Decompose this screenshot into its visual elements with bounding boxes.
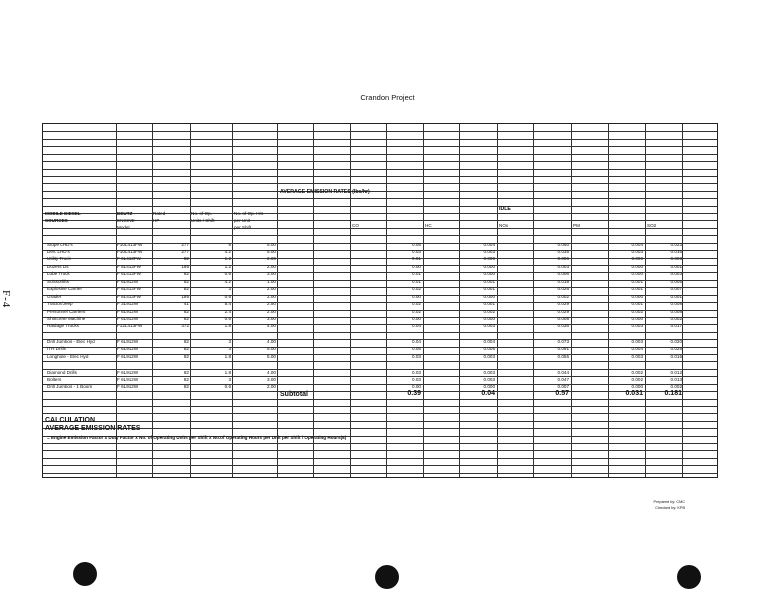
nox-value: 0.026 — [557, 286, 569, 292]
hours-per-shift: 2.50 — [267, 301, 276, 307]
nox-value: 0.007 — [557, 384, 569, 390]
rated-hp: 82 — [183, 316, 189, 321]
hours-per-shift: 4.00 — [267, 339, 276, 344]
nox-value: 0.003 — [557, 263, 569, 269]
so2-value: 0.020 — [670, 339, 682, 344]
hc-value: 0.003 — [483, 376, 495, 382]
source-name: Grader — [47, 293, 62, 299]
hours-per-shift: 3.00 — [267, 316, 276, 321]
engine-model: F 6L912W — [117, 376, 139, 382]
co-value: 0.03 — [412, 369, 421, 375]
hc-value: 0.001 — [483, 278, 495, 284]
units-per-shift: 3 — [228, 339, 231, 344]
nox-value: 0.018 — [557, 278, 569, 284]
engine-model: F12L413FW — [117, 323, 143, 329]
grid-vline — [682, 124, 683, 477]
engine-model: F 6L912W — [117, 353, 139, 359]
col-header-hc: HC — [425, 223, 432, 228]
rated-hp: 82 — [183, 308, 189, 314]
hours-per-shift: 5.00 — [267, 248, 276, 254]
rated-hp: 41 — [183, 301, 189, 307]
so2-value: 0.025 — [670, 346, 682, 352]
hc-value: 0.000 — [483, 263, 495, 269]
rated-hp: 277 — [181, 248, 189, 254]
rated-hp: 82 — [183, 339, 189, 344]
nox-value: 0.035 — [557, 248, 569, 254]
source-name: Lube Truck — [47, 271, 70, 277]
grid-vline — [232, 124, 233, 477]
rated-hp: 185 — [181, 293, 189, 299]
units-per-shift: 5.4 — [224, 301, 231, 307]
col-header-source: SOURCES — [45, 218, 68, 223]
hours-per-shift: 4.00 — [267, 369, 276, 375]
rated-hp: 185 — [181, 263, 189, 269]
so2-value: 0.015 — [670, 353, 682, 359]
co-value: 0.00 — [412, 316, 421, 321]
hc-value: 0.000 — [483, 256, 495, 262]
page-label: F-4 — [0, 290, 12, 309]
subtotal-so2: 0.181 — [664, 390, 682, 397]
hc-value: 0.005 — [483, 346, 495, 352]
engine-model: F 6L912W — [117, 316, 139, 321]
pm-value: 0.000 — [631, 271, 643, 277]
grid-hline — [43, 198, 717, 199]
co-value: 0.02 — [412, 286, 421, 292]
co-value: 0.01 — [412, 271, 421, 277]
engine-model: F10L413FW — [117, 248, 143, 254]
pm-value: 0.002 — [631, 376, 643, 382]
grid-hline — [43, 235, 717, 236]
hc-value: 0.001 — [483, 301, 495, 307]
co-value: 0.05 — [412, 241, 421, 247]
hc-value: 0.004 — [483, 339, 495, 344]
so2-value: 0.008 — [670, 301, 682, 307]
grid-hline — [43, 421, 717, 422]
subtotal-nox: 0.57 — [555, 390, 569, 397]
units-per-shift: 1.2 — [224, 256, 231, 262]
hours-per-shift: 2.00 — [267, 286, 276, 292]
engine-model: F 6L912W — [117, 369, 139, 375]
source-name: Scissorlifts — [47, 278, 69, 284]
grid-hline — [43, 161, 717, 162]
source-name: Haulage Trucks — [47, 323, 79, 329]
units-per-shift: 3 — [228, 376, 231, 382]
engine-model: F 3L912W — [117, 301, 139, 307]
grid-vline — [313, 124, 314, 477]
hours-per-shift: 2.00 — [267, 263, 276, 269]
co-value: 0.03 — [412, 248, 421, 254]
units-per-shift: 0.6 — [224, 293, 231, 299]
hours-per-shift: 3.00 — [267, 376, 276, 382]
nox-value: 0.036 — [557, 323, 569, 329]
so2-value: 0.008 — [670, 308, 682, 314]
hc-value: 0.000 — [483, 293, 495, 299]
subtotal-co: 0.39 — [407, 390, 421, 397]
idle-header: IDLE — [499, 206, 511, 212]
subtotal-label: Subtotal — [280, 391, 308, 398]
so2-value: 0.023 — [670, 241, 682, 247]
co-value: 0.02 — [412, 301, 421, 307]
col-header-hours: per Shift — [234, 225, 252, 230]
engine-model: F 6L912W — [117, 339, 139, 344]
grid-hline — [43, 332, 717, 333]
engine-model: F 6L413FW — [117, 271, 141, 277]
col-header-engine: Model — [117, 225, 130, 230]
col-header-units: No. of Op. — [191, 211, 212, 216]
source-name: Bolters — [47, 376, 62, 382]
hours-per-shift: 2.00 — [267, 293, 276, 299]
col-header-pm: PM — [573, 223, 580, 228]
punch-hole-left — [73, 562, 97, 586]
co-value: 0.03 — [412, 353, 421, 359]
rated-hp: 82 — [183, 278, 189, 284]
units-per-shift: 1.2 — [224, 263, 231, 269]
hc-value: 0.001 — [483, 286, 495, 292]
co-value: 0.01 — [412, 278, 421, 284]
nox-value: 0.073 — [557, 339, 569, 344]
units-per-shift: 4.2 — [224, 278, 231, 284]
grid-hline — [43, 450, 717, 451]
grid-hline — [43, 183, 717, 184]
pm-value: 0.000 — [631, 293, 643, 299]
engine-model: F10L413FW — [117, 241, 143, 247]
source-name: Longhole - Elec Hyd — [47, 353, 89, 359]
col-header-so2: SO2 — [647, 223, 657, 228]
nox-value: 0.006 — [557, 256, 569, 262]
pm-value: 0.000 — [631, 316, 643, 321]
calculation-formula: = Engine Emission Factor x Duty Factor x No. of Operating Units per Shift x No.of Operating Hours per Unit per Shift / Operating Hours(8) — [47, 435, 347, 440]
co-value: 0.04 — [412, 339, 421, 344]
units-per-shift: 0.6 — [224, 384, 231, 390]
grid-hline — [43, 361, 717, 362]
so2-value: 0.002 — [670, 384, 682, 390]
hc-value: 0.002 — [483, 308, 495, 314]
hc-value: 0.004 — [483, 241, 495, 247]
grid-hline — [43, 146, 717, 147]
rated-hp: 82 — [183, 384, 189, 390]
calculation-subtitle: AVERAGE EMISSION RATES — [45, 425, 141, 432]
col-header-units: Units / Shift — [191, 218, 215, 223]
source-name: Dev. LHD's — [47, 248, 70, 254]
grid-vline — [277, 124, 278, 477]
source-name: Personnel Carriers — [47, 308, 86, 314]
hc-value: 0.003 — [483, 323, 495, 329]
source-name: Tractor/Jeep — [47, 301, 73, 307]
hc-value: 0.003 — [483, 248, 495, 254]
col-header-engine: ENGINE — [117, 218, 135, 223]
source-name: Shotcrete Machine — [47, 316, 86, 321]
units-per-shift: 2.4 — [224, 308, 231, 314]
pm-value: 0.003 — [631, 353, 643, 359]
so2-value: 0.017 — [670, 323, 682, 329]
grid-hline — [43, 139, 717, 140]
nox-value: 0.008 — [557, 316, 569, 321]
nox-value: 0.047 — [557, 376, 569, 382]
checked-by: Checked by: KPB — [655, 506, 685, 510]
rated-hp: 82 — [183, 353, 189, 359]
co-value: 0.00 — [412, 293, 421, 299]
nox-value: 0.055 — [557, 353, 569, 359]
hours-per-shift: 3.00 — [267, 271, 276, 277]
rated-hp: 82 — [183, 376, 189, 382]
co-value: 0.02 — [412, 308, 421, 314]
source-name: Utility Truck — [47, 256, 71, 262]
nox-value: 0.050 — [557, 241, 569, 247]
grid-hline — [43, 228, 717, 229]
rated-hp: 82 — [183, 346, 189, 352]
grid-hline — [43, 154, 717, 155]
pm-value: 0.000 — [631, 263, 643, 269]
nox-value: 0.002 — [557, 293, 569, 299]
col-header-hours: per Unit — [234, 218, 251, 223]
calculation-title: CALCULATION — [45, 417, 96, 424]
punch-hole-center — [375, 565, 399, 589]
prepared-by: Prepared by: CMC — [653, 500, 685, 504]
hours-per-shift: 5.00 — [267, 241, 276, 247]
nox-value: 0.044 — [557, 369, 569, 375]
source-name: ITH Drills — [47, 346, 66, 352]
pm-value: 0.001 — [631, 301, 643, 307]
nox-value: 0.006 — [557, 271, 569, 277]
section-title: AVERAGE EMISSION RATES (lbs/hr) — [280, 189, 370, 195]
pm-value: 0.002 — [631, 369, 643, 375]
pm-value: 0.003 — [631, 339, 643, 344]
engine-model: F 8L413FW — [117, 293, 141, 299]
hc-value: 0.003 — [483, 369, 495, 375]
so2-value: 0.003 — [670, 271, 682, 277]
rated-hp: 277 — [181, 241, 189, 247]
engine-model: F 6L912W — [117, 278, 139, 284]
so2-value: 0.013 — [670, 376, 682, 382]
engine-model: F 8L413FW — [117, 263, 141, 269]
grid-hline — [43, 191, 717, 192]
rated-hp: 82 — [183, 286, 189, 292]
units-per-shift: 1.8 — [224, 369, 231, 375]
grid-hline — [43, 465, 717, 466]
nox-value: 0.029 — [557, 308, 569, 314]
units-per-shift: 4.2 — [224, 248, 231, 254]
co-value: 0.00 — [412, 384, 421, 390]
grid-hline — [43, 413, 717, 414]
grid-hline — [43, 213, 717, 214]
grid-hline — [43, 406, 717, 407]
hc-value: 0.000 — [483, 384, 495, 390]
hours-per-shift: 1.00 — [267, 278, 276, 284]
rated-hp: 82 — [183, 256, 189, 262]
engine-model: F 6L912W — [117, 346, 139, 352]
pm-value: 0.002 — [631, 308, 643, 314]
co-value: 0.01 — [412, 256, 421, 262]
engine-model: F 6L912W — [117, 384, 139, 390]
so2-value: 0.001 — [670, 263, 682, 269]
pm-value: 0.003 — [631, 323, 643, 329]
so2-value: 0.005 — [670, 278, 682, 284]
units-per-shift: 1.8 — [224, 323, 231, 329]
rated-hp: 82 — [183, 271, 189, 277]
hours-per-shift: 2.00 — [267, 384, 276, 390]
rated-hp: 82 — [183, 369, 189, 375]
punch-hole-right — [677, 565, 701, 589]
engine-model: F 6L413FW — [117, 286, 141, 292]
hc-value: 0.003 — [483, 353, 495, 359]
rated-hp: 372 — [181, 323, 189, 329]
co-value: 0.04 — [412, 323, 421, 329]
grid-hline — [43, 473, 717, 474]
pm-value: 0.001 — [631, 286, 643, 292]
so2-value: 0.002 — [670, 316, 682, 321]
dot-mark: . — [55, 232, 57, 237]
grid-hline — [43, 169, 717, 170]
hc-value: 0.000 — [483, 316, 495, 321]
source-name: Stope LHD's — [47, 241, 73, 247]
so2-value: 0.012 — [670, 369, 682, 375]
engine-model: F 6L413FW — [117, 256, 141, 262]
co-value: 0.00 — [412, 263, 421, 269]
grid-hline — [43, 458, 717, 459]
so2-value: 0.007 — [670, 286, 682, 292]
pm-value: 0.004 — [631, 346, 643, 352]
nox-value: 0.091 — [557, 346, 569, 352]
so2-value: 0.001 — [670, 293, 682, 299]
source-name: Diamond Drills — [47, 369, 77, 375]
pm-value: 0.000 — [631, 384, 643, 390]
co-value: 0.05 — [412, 346, 421, 352]
col-header-hp: Rated — [153, 211, 166, 216]
units-per-shift: 0.6 — [224, 271, 231, 277]
source-name: Drill Jumbos - Elec Hyd — [47, 339, 95, 344]
grid-hline — [43, 399, 717, 400]
units-per-shift: 3 — [228, 286, 231, 292]
subtotal-hc: 0.04 — [481, 390, 495, 397]
col-header-co: CO — [352, 223, 359, 228]
grid-hline — [43, 206, 717, 207]
pm-value: 0.001 — [631, 278, 643, 284]
hours-per-shift: 5.00 — [267, 353, 276, 359]
source-name: Explosive Carrier — [47, 286, 82, 292]
hc-value: 0.000 — [483, 271, 495, 277]
co-value: 0.03 — [412, 376, 421, 382]
hours-per-shift: 2.00 — [267, 256, 276, 262]
source-name: Dozers D4 — [47, 263, 69, 269]
units-per-shift: 6 — [228, 241, 231, 247]
pm-value: 0.003 — [631, 248, 643, 254]
engine-model: F 6L912W — [117, 308, 139, 314]
grid-hline — [43, 176, 717, 177]
page-title: Crandon Project — [360, 93, 415, 102]
so2-value: 0.003 — [670, 256, 682, 262]
hours-per-shift: 2.00 — [267, 308, 276, 314]
hours-per-shift: 4.00 — [267, 323, 276, 329]
pm-value: 0.004 — [631, 241, 643, 247]
hours-per-shift: 5.00 — [267, 346, 276, 352]
col-header-hours: No. of Op. Hrs — [234, 211, 264, 216]
grid-hline — [43, 131, 717, 132]
units-per-shift: 3 — [228, 346, 231, 352]
units-per-shift: 1.8 — [224, 353, 231, 359]
col-header-nox: NOx — [499, 223, 509, 228]
emission-table — [42, 123, 718, 478]
col-header-engine: DEUTZ — [117, 211, 133, 216]
nox-value: 0.029 — [557, 301, 569, 307]
grid-hline — [43, 220, 717, 221]
col-header-hp: HP — [153, 218, 160, 223]
col-header-source: MOBILE DIESEL — [45, 211, 81, 216]
subtotal-pm: 0.031 — [625, 390, 643, 397]
units-per-shift: 0.6 — [224, 316, 231, 321]
grid-hline — [43, 443, 717, 444]
so2-value: 0.016 — [670, 248, 682, 254]
source-name: Drill Jumbos - 1 Boom — [47, 384, 93, 390]
pm-value: 0.000 — [631, 256, 643, 262]
